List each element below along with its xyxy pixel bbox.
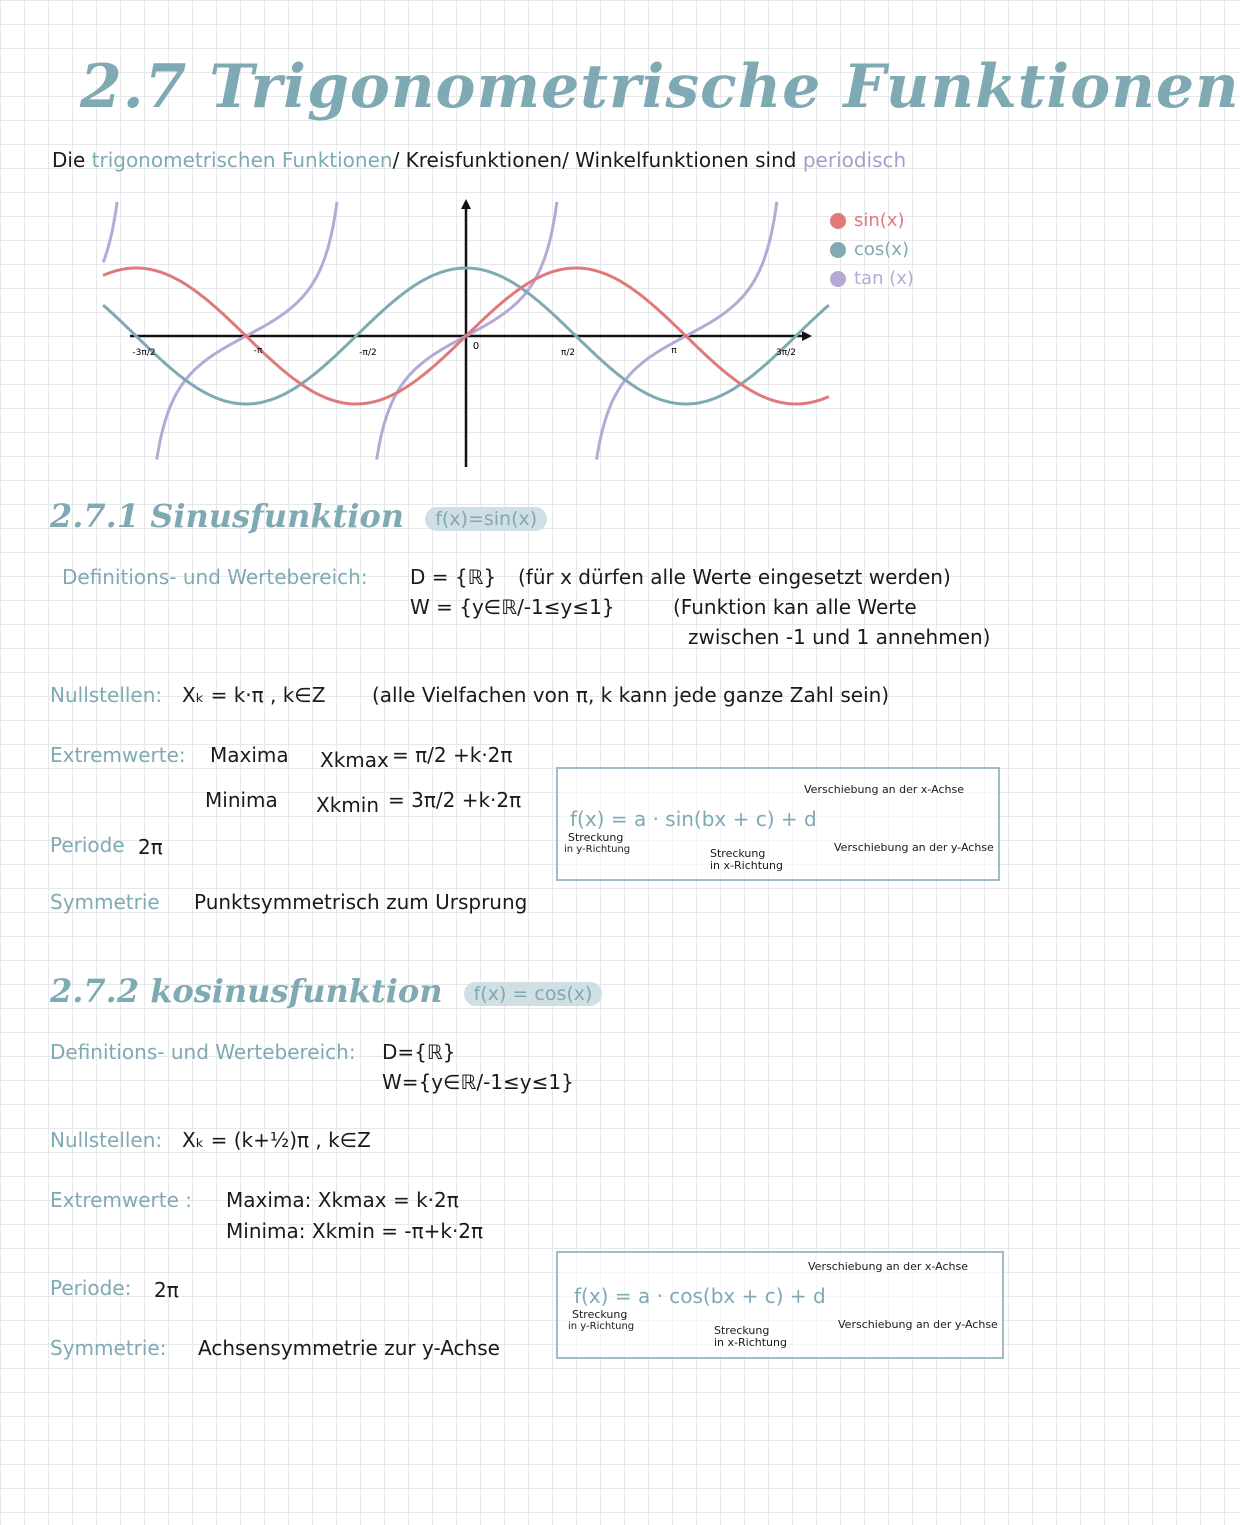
legend-item-cos <box>830 239 914 260</box>
legend-label-tan: tan (x) <box>854 268 914 289</box>
tick-label: -π <box>253 346 263 356</box>
sin-box-mid2: in x-Richtung <box>710 859 783 872</box>
sin-extrema-label: Extremwerte: <box>50 743 186 767</box>
sin-max-var: Xkmax <box>320 748 389 772</box>
sin-formula-highlight: f(x)=sin(x) <box>425 507 547 531</box>
sin-def-w-note: (Funktion kan alle Werte <box>673 595 917 619</box>
sin-min-value: = 3π/2 +k·2π <box>388 788 522 812</box>
intro-text <box>52 148 906 172</box>
legend-item-sin <box>830 210 914 231</box>
legend-dot-tan <box>830 271 846 287</box>
sin-sym-value: Punktsymmetrisch zum Ursprung <box>194 890 528 914</box>
tan-branch <box>103 202 117 263</box>
sin-box-right: Verschiebung an der y-Achse <box>834 841 994 854</box>
intro-part5: periodisch <box>802 148 907 172</box>
cos-formula-highlight: f(x) = cos(x) <box>464 982 603 1006</box>
cos-sym-value: Achsensymmetrie zur y-Achse <box>198 1336 500 1360</box>
sin-def-d: D = {ℝ} <box>410 565 497 589</box>
tan-curves <box>103 202 777 460</box>
cos-box-mid1: Streckung <box>714 1324 770 1337</box>
cos-box-left2: in y-Richtung <box>568 1321 635 1332</box>
cos-period-value: 2π <box>154 1278 179 1302</box>
sin-box-left2: in y-Richtung <box>564 844 631 855</box>
intro-part2: trigonometrischen Funktionen <box>91 148 393 172</box>
cos-box-left1: Streckung <box>572 1308 628 1321</box>
cos-zero-value: Xₖ = (k+½)π , k∈Z <box>182 1128 371 1152</box>
y-axis-arrow <box>461 199 471 209</box>
cos-sym-label: Symmetrie: <box>50 1336 167 1360</box>
sin-def-w-note2: zwischen -1 und 1 annehmen) <box>688 625 991 649</box>
sin-box-left1: Streckung <box>568 831 624 844</box>
tick-label: π/2 <box>560 348 576 358</box>
cos-box-top: Verschiebung an der x-Achse <box>808 1260 969 1273</box>
sin-def-label: Definitions- und Wertebereich: <box>62 565 368 589</box>
cos-box-right: Verschiebung an der y-Achse <box>838 1318 998 1331</box>
cos-heading <box>50 972 602 1010</box>
sin-transform-box <box>556 767 1000 881</box>
cos-box-formula: f(x) = a · cos(bx + c) + d <box>574 1284 826 1308</box>
trig-graph <box>120 195 820 475</box>
cos-def-label: Definitions- und Wertebereich: <box>50 1040 356 1064</box>
sin-def-d-note: (für x dürfen alle Werte eingesetzt werden) <box>518 565 951 589</box>
intro-part4: sind <box>755 148 797 172</box>
sin-sym-label: Symmetrie <box>50 890 160 914</box>
sin-box-formula: f(x) = a · sin(bx + c) + d <box>570 807 817 831</box>
tick-label: 3π/2 <box>776 348 796 358</box>
sin-box-top: Verschiebung an der x-Achse <box>804 783 965 796</box>
legend-label-cos: cos(x) <box>854 239 909 260</box>
sin-box-mid1: Streckung <box>710 847 766 860</box>
intro-part1: Die <box>52 148 86 172</box>
sin-heading-text: 2.7.1 Sinusfunktion <box>50 497 405 535</box>
tick-label: -π/2 <box>359 348 377 358</box>
sin-max-label: Maxima <box>210 743 289 767</box>
intro-part3: / Kreisfunktionen/ Winkelfunktionen <box>392 148 749 172</box>
sin-period-value: 2π <box>138 835 163 859</box>
cos-max-line: Maxima: Xkmax = k·2π <box>226 1188 459 1212</box>
tick-label: π <box>671 346 677 356</box>
cos-zero-label: Nullstellen: <box>50 1128 163 1152</box>
cos-def-d: D={ℝ} <box>382 1040 456 1064</box>
sin-min-var: Xkmin <box>316 793 379 817</box>
tick-label: 0 <box>472 341 480 352</box>
sin-period-label: Periode <box>50 833 125 857</box>
cos-extrema-label: Extremwerte : <box>50 1188 193 1212</box>
x-axis-arrow <box>802 331 812 341</box>
tick-label: -3π/2 <box>132 348 156 358</box>
sin-heading <box>50 497 547 535</box>
cos-period-label: Periode: <box>50 1276 132 1300</box>
sin-max-value: = π/2 +k·2π <box>392 743 513 767</box>
legend <box>830 210 914 289</box>
sin-def-w: W = {y∈ℝ/-1≤y≤1} <box>410 595 615 619</box>
legend-dot-cos <box>830 242 846 258</box>
cos-def-w: W={y∈ℝ/-1≤y≤1} <box>382 1070 574 1094</box>
sin-zero-value: Xₖ = k·π , k∈Z <box>182 683 326 707</box>
legend-label-sin: sin(x) <box>854 210 905 231</box>
legend-dot-sin <box>830 213 846 229</box>
legend-item-tan <box>830 268 914 289</box>
cos-heading-text: 2.7.2 kosinusfunktion <box>50 972 443 1010</box>
cos-box-mid2: in x-Richtung <box>714 1336 787 1349</box>
page-title: 2.7 Trigonometrische Funktionen <box>80 52 1240 122</box>
cos-transform-box <box>556 1251 1004 1359</box>
cos-min-line: Minima: Xkmin = -π+k·2π <box>226 1219 484 1243</box>
sin-zero-label: Nullstellen: <box>50 683 163 707</box>
tan-branch <box>157 202 337 460</box>
sin-min-label: Minima <box>205 788 278 812</box>
sin-zero-note: (alle Vielfachen von π, k kann jede ganze Zahl sein) <box>372 683 890 707</box>
tan-branch <box>597 202 777 460</box>
